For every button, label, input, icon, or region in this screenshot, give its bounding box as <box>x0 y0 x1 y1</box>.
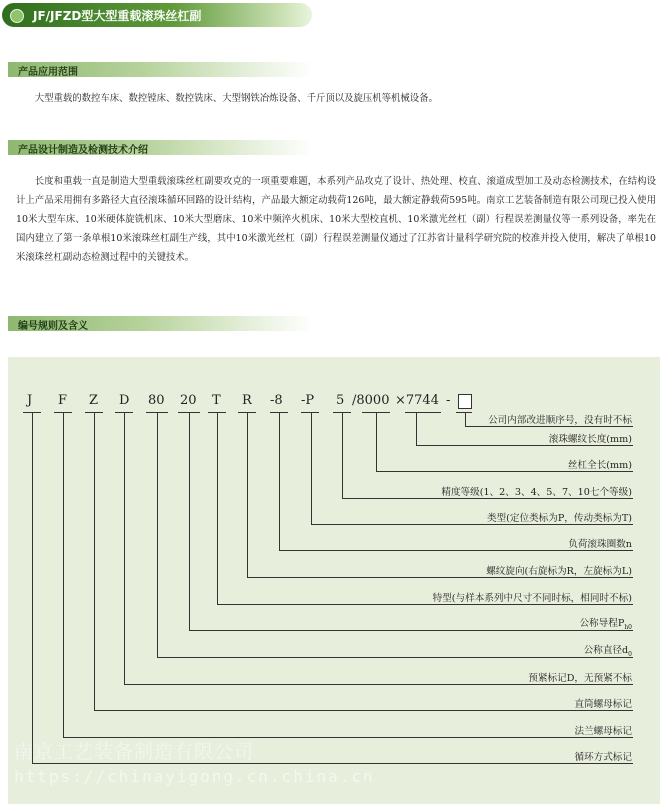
leader-h-diameter <box>157 657 633 658</box>
watermark-url: https://chinayigong.cn.china.cn <box>14 767 375 786</box>
page-title: JF/JFZD型大型重载滚珠丝杠副 <box>33 9 202 23</box>
label-diameter-text: 公称直径d <box>583 645 629 656</box>
section-heading-coding-text: 编号规则及含义 <box>18 321 88 332</box>
section-heading-application <box>8 62 313 77</box>
code-char-dash: - <box>446 393 451 408</box>
leader-v-total-length <box>376 412 377 471</box>
code-char-d: D <box>119 393 130 408</box>
code-char-20: 20 <box>180 393 197 408</box>
leader-v-ball-turns <box>279 412 280 550</box>
code-char-80: 80 <box>148 393 165 408</box>
leader-v-straight-nut <box>94 412 95 710</box>
leader-v-improvement <box>465 412 466 426</box>
leader-h-improvement <box>465 426 633 427</box>
code-char-j: J <box>27 393 33 408</box>
leader-v-type <box>311 412 312 524</box>
leader-h-ball-turns <box>279 550 633 551</box>
code-char-7744: ×7744 <box>395 393 439 408</box>
code-char-z: Z <box>89 393 99 408</box>
leader-h-accuracy <box>342 498 633 499</box>
section-heading-application-text: 产品应用范围 <box>18 67 78 78</box>
section-heading-design-text: 产品设计制造及检测技术介绍 <box>18 145 148 156</box>
underline-p <box>301 412 319 413</box>
leader-v-circulation <box>32 412 33 763</box>
application-paragraph: 大型重载的数控车床、数控镗床、数控铣床、大型钢铁冶炼设备、千斤顶以及旋压机等机械设备。 <box>34 93 438 104</box>
section-heading-design <box>8 140 313 155</box>
design-paragraph: 长度和重载一直是制造大型重载滚珠丝杠副要攻克的一项重要难题，本系列产品攻克了设计、热处理、校直、滚道成型加工及动态检测技术，在结构设计上产品采用拥有多路径大直径滚珠循环回路的设计结构，产品最大额定动载荷126吨，最大额定静载荷595吨。南京工艺装备制造有限公司现已投入使用10米大型车床、10米硬体旋铣机床、10米大型磨床、10米中频淬火机床、10米大型校直机、10米激光丝杠（副）行程误差测量仪等一系列设备，率先在国内建立了第一条单根10米滚珠丝杠副生产线，其中10米激光丝杠（副）行程误差测量仪通过了江苏省计量科学研究院的校准并投入使用，解决了单根10米滚珠丝杠副动态检测过程中的关键技术。 <box>16 176 656 263</box>
label-ball-turns: 负荷滚珠圈数n <box>568 539 632 550</box>
leader-h-type <box>311 524 633 525</box>
leader-v-diameter <box>157 412 158 657</box>
leader-h-straight-nut <box>94 710 633 711</box>
leader-h-special <box>217 604 633 605</box>
label-type: 类型(定位类标为P，传动类标为T) <box>486 513 632 524</box>
section-heading-coding <box>8 316 313 331</box>
label-straight-nut: 直筒螺母标记 <box>574 699 632 710</box>
code-char-8000: /8000 <box>352 393 390 408</box>
leader-v-thread-length <box>416 412 417 445</box>
label-improvement: 公司内部改进顺序号，没有时不标 <box>488 415 632 426</box>
leader-v-hand <box>247 412 248 577</box>
leader-h-total-length <box>376 471 633 472</box>
label-accuracy: 精度等级(1、2、3、4、5、7、10七个等级) <box>441 487 632 498</box>
label-hand: 螺纹旋向(右旋标为R，左旋标为L) <box>486 566 632 577</box>
watermark-company: 南京工艺装备制造有限公司 <box>14 741 255 763</box>
code-char-5: 5 <box>336 393 345 408</box>
label-lead-subscript: h0 <box>624 623 632 631</box>
leader-v-special <box>217 412 218 604</box>
label-diameter <box>584 642 632 658</box>
code-char-t: T <box>212 393 221 408</box>
underline-7744 <box>405 412 441 413</box>
label-thread-length: 滚珠螺纹长度(mm) <box>548 434 632 445</box>
leader-v-preload <box>124 412 125 684</box>
leader-h-hand <box>247 577 633 578</box>
label-special: 特型(与样本系列中尺寸不同时标，相同时不标) <box>432 593 632 604</box>
title-bullet-icon <box>10 9 24 23</box>
leader-v-lead <box>189 412 190 630</box>
label-circulation: 循环方式标记 <box>574 752 632 763</box>
label-total-length: 丝杠全长(mm) <box>567 460 632 471</box>
improvement-box-icon <box>458 394 472 409</box>
label-lead <box>579 615 632 631</box>
underline-box <box>456 412 472 413</box>
code-char-8: -8 <box>270 393 283 408</box>
label-preload: 预紧标记D，无预紧不标 <box>528 673 632 684</box>
label-lead-text: 公称导程P <box>579 618 625 629</box>
label-flange-nut: 法兰螺母标记 <box>574 726 632 737</box>
title-bar <box>2 3 312 27</box>
leader-h-preload <box>124 684 633 685</box>
code-char-p: -P <box>301 393 315 408</box>
leader-v-accuracy <box>342 412 343 498</box>
leader-v-flange-nut <box>63 412 64 737</box>
label-diameter-subscript: 0 <box>628 650 632 658</box>
leader-h-lead <box>189 630 633 631</box>
code-char-f: F <box>58 393 68 408</box>
code-char-r: R <box>242 393 252 408</box>
leader-h-thread-length <box>416 445 633 446</box>
